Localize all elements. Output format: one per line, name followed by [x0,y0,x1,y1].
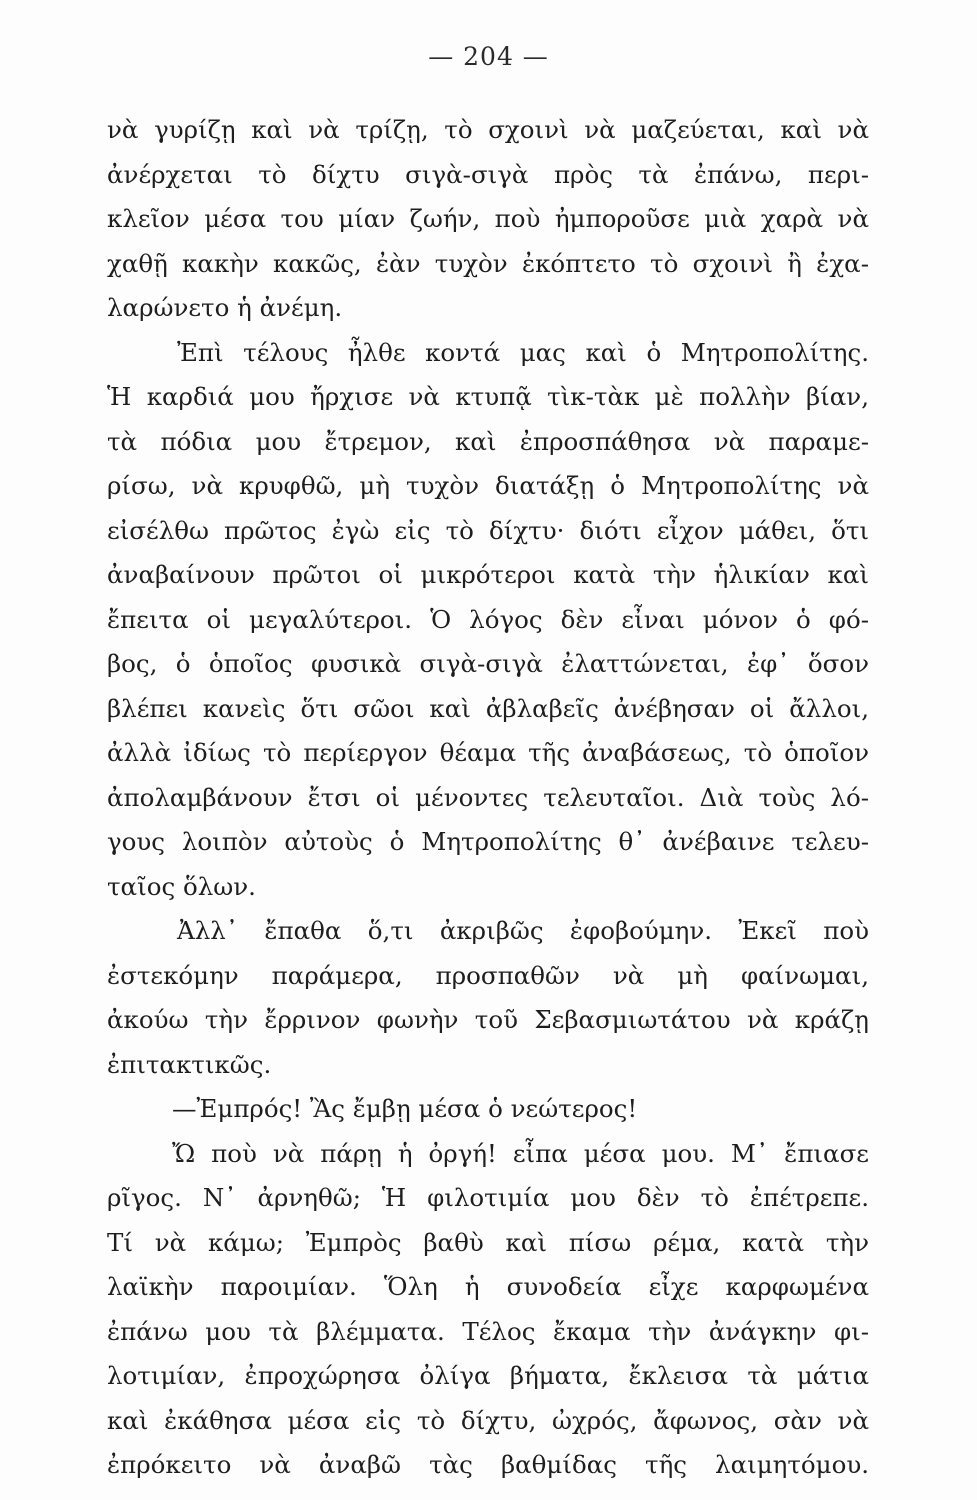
dialogue-line: —Ἐμπρός! Ἂς ἔμβῃ μέσα ὁ νεώτερος! [172,1094,638,1123]
text-line: ἀκούω τὴν ἔρρινον φωνὴν τοῦ Σεβασμιωτάτου νὰ κράζῃ [107,1005,869,1034]
text-line: ἀναβαίνουν πρῶτοι οἱ μικρότεροι κατὰ τὴν ἡλικίαν καὶ [107,560,869,589]
text-line: Τί νὰ κάμω; Ἐμπρὸς βαθὺ καὶ πίσω ρέμα, κατὰ τὴν [107,1227,869,1257]
text-line: βος, ὁ ὁποῖος φυσικὰ σιγὰ-σιγὰ ἐλαττώνεται, ἐφ᾽ ὅσον [107,649,869,678]
body-text [107,108,869,1488]
text-line: καὶ ἐκάθησα μέσα εἰς τὸ δίχτυ, ὠχρός, ἄφωνος, σὰν νὰ [107,1405,869,1435]
text-line: ρίσω, νὰ κρυφθῶ, μὴ τυχὸν διατάξῃ ὁ Μητροπολίτης νὰ [107,471,869,500]
text-line: ρῖγος. Ν᾽ ἀρνηθῶ; Ἡ φιλοτιμία μου δὲν τὸ ἐπέτρεπε. [107,1183,869,1212]
text-line: ἐπιτακτικῶς. [107,1049,272,1079]
text-line: Ἀλλ᾽ ἔπαθα ὅ,τι ἀκριβῶς ἐφοβούμην. Ἐκεῖ ποὺ [177,916,869,945]
text-line: ἐπάνω μου τὰ βλέμματα. Τέλος ἔκαμα τὴν ἀνάγκην φι- [107,1316,869,1346]
text-line: λαρώνετο ἡ ἀνέμη. [107,293,343,322]
text-line: ἐπρόκειτο νὰ ἀναβῶ τὰς βαθμίδας τῆς λαιμητόμου. [107,1450,869,1479]
text-line: ἔπειτα οἱ μεγαλύτεροι. Ὁ λόγος δὲν εἶναι μόνον ὁ φό- [107,604,869,634]
text-line: Ὤ ποὺ νὰ πάρῃ ἡ ὀργή! εἶπα μέσα μου. Μ᾽ ἔπιασε [172,1138,869,1168]
text-line: κλεῖον μέσα του μίαν ζωήν, ποὺ ἠμποροῦσε μιὰ χαρὰ νὰ [107,204,869,233]
text-line: ταῖος ὅλων. [107,871,256,901]
text-line: ἀπολαμβάνουν ἔτσι οἱ μένοντες τελευταῖοι. Διὰ τοὺς λό- [107,782,869,812]
text-line: χαθῇ κακὴν κακῶς, ἐὰν τυχὸν ἐκόπτετο τὸ σχοινὶ ἢ ἐχα- [107,248,869,278]
text-line: λοτιμίαν, ἐπροχώρησα ὀλίγα βήματα, ἔκλεισα τὰ μάτια [107,1361,869,1390]
text-line: Ἐπὶ τέλους ἦλθε κοντά μας καὶ ὁ Μητροπολίτης. [177,337,869,367]
text-line: ἀλλὰ ἰδίως τὸ περίεργον θέαμα τῆς ἀναβάσεως, τὸ ὁποῖον [107,738,869,767]
text-line: ἐστεκόμην παράμερα, προσπαθῶν νὰ μὴ φαίνωμαι, [107,960,869,990]
text-line: Ἡ καρδιά μου ἤρχισε νὰ κτυπᾷ τὶκ-τὰκ μὲ πολλὴν βίαν, [107,382,869,411]
text-line: τὰ πόδια μου ἔτρεμον, καὶ ἐπροσπάθησα νὰ παραμε- [107,426,869,456]
page-number: — 204 — [428,42,549,71]
text-line: λαϊκὴν παροιμίαν. Ὅλη ἡ συνοδεία εἶχε καρφωμένα [107,1272,869,1301]
text-line: ἀνέρχεται τὸ δίχτυ σιγὰ-σιγὰ πρὸς τὰ ἐπάνω, περι- [107,159,869,189]
text-line: εἰσέλθω πρῶτος ἐγὼ εἰς τὸ δίχτυ· διότι εἶχον μάθει, ὅτι [107,515,869,545]
text-line: νὰ γυρίζῃ καὶ νὰ τρίζῃ, τὸ σχοινὶ νὰ μαζεύεται, καὶ νὰ [107,115,869,144]
text-line: βλέπει κανεὶς ὅτι σῶοι καὶ ἀβλαβεῖς ἀνέβησαν οἱ ἄλλοι, [107,693,869,723]
text-line: γους λοιπὸν αὐτοὺς ὁ Μητροπολίτης θ᾽ ἀνέβαινε τελευ- [107,827,869,856]
